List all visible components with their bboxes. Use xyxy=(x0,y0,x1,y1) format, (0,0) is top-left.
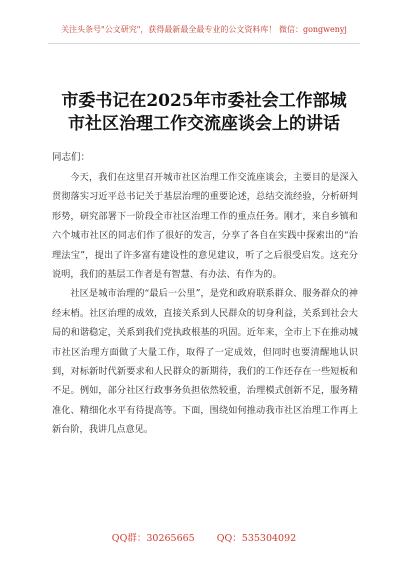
title-line-2: 市社区治理工作交流座谈会上的讲话 xyxy=(68,114,340,134)
salutation: 同志们： xyxy=(52,152,91,163)
footer-qq-group: QQ群：30265665 xyxy=(111,533,195,544)
document-body xyxy=(52,168,358,440)
title-line-1: 市委书记在2025年市委社会工作部城 xyxy=(61,91,347,111)
body-paragraph: 今天，我们在这里召开城市社区治理工作交流座谈会，主要目的是深入贯彻落实习近平总书记关于基层治理的重要论述，总结交流经验，分析研判形势，研究部署下一阶段全市社区治理工作的重点任务。刚才，来自乡镇和六个城市社区的同志们作了很好的发言，分享了各自在实践中探索出的“治理法宝”，提出了许多富有建设性的意见建议，听了之后很受启发。这充分说明，我们的基层工作者是有智慧、有办法、有作为的。 xyxy=(52,172,358,281)
document-title xyxy=(38,90,370,136)
body-paragraph: 社区是城市治理的“最后一公里”，是党和政府联系群众、服务群众的神经末梢。社区治理的成效，直接关系到人民群众的切身利益，关系到社会大局的和谐稳定，关系到我们党执政根基的巩固。近年来，全市上下在推动城市社区治理方面做了大量工作，取得了一定成效，但同时也要清醒地认识到，对标新时代新要求和人民群众的新期待，我们的工作还存在一些短板和不足。例如，部分社区行政事务负担依然较重，治理模式创新不足，服务精准化、精细化水平有待提高等。下面，围绕如何推动我市社区治理工作再上新台阶，我讲几点意见。 xyxy=(52,288,358,436)
header-divider xyxy=(48,43,360,44)
footer-qq: QQ：535304092 xyxy=(216,533,297,544)
footer-contact xyxy=(0,532,408,545)
header-banner: 关注头条号"公文研究"，获得最新最全最专业的公文资料库！ 微信：gongwenyj xyxy=(61,25,347,34)
